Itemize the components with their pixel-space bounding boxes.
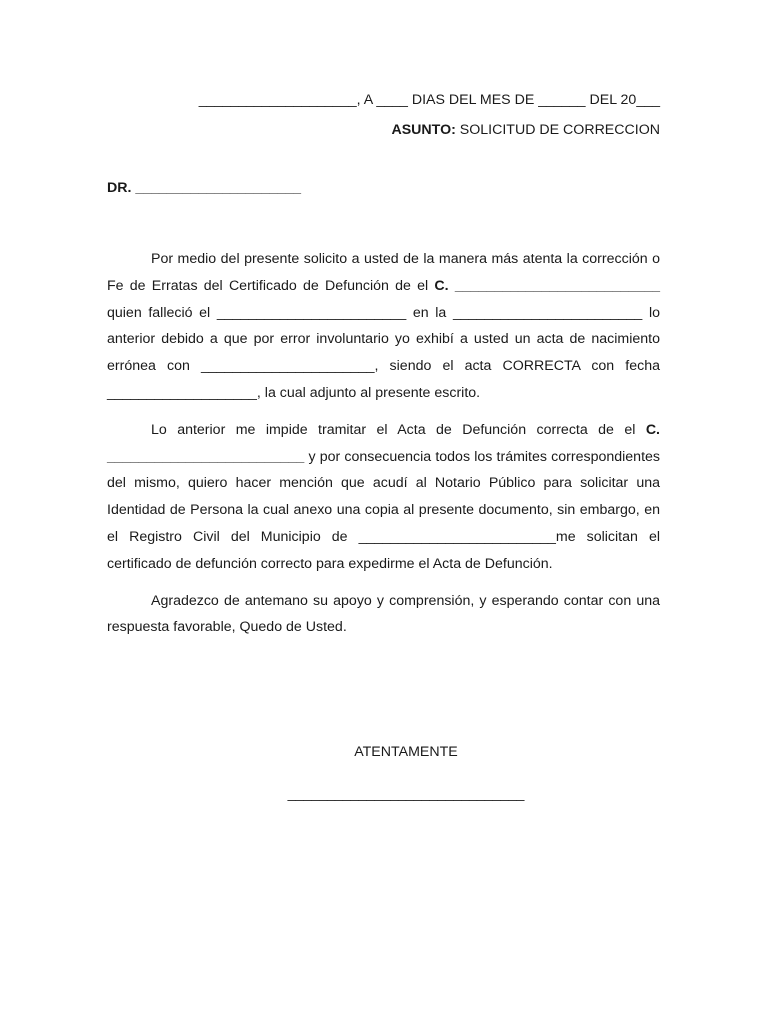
paragraph-request bbox=[107, 246, 660, 407]
signature-line: ______________________________ bbox=[287, 786, 525, 802]
deceased-name-field-1: C. __________________________ bbox=[434, 277, 660, 294]
paragraph-impediment bbox=[107, 417, 660, 578]
date-line: ____________________, A ____ DIAS DEL MES DE ______ DEL 20___ bbox=[198, 92, 660, 108]
paragraph-thanks: Agradezco de antemano su apoyo y comprensión, y esperando contar con una respuesta favorable, Quedo de Usted. bbox=[107, 592, 660, 636]
paragraph-impediment-text-2: y por consecuencia todos los trámites correspondientes del mismo, quiero hacer mención que acudí al Notario Público para solicitar una Identidad de Persona la cual anexo una copia al presente documento, sin embargo, en el Registro Civil del Municipio de _________________________me solicitan el certificado de defunción correcto para expedirme el Acta de Defunción. bbox=[107, 448, 660, 572]
paragraph-request-text-2: quien falleció el ________________________ en la ________________________ lo anterior debido a que por error involuntario yo exhibí a usted un acta de nacimiento errónea con ______________________, siendo el acta CORRECTA con fecha ___________________, la cual adjunto al presente escrito. bbox=[107, 304, 660, 401]
paragraph-impediment-text-1: Lo anterior me impide tramitar el Acta de Defunción correcta de el bbox=[151, 421, 646, 438]
letter-body bbox=[107, 246, 660, 651]
subject-text: SOLICITUD DE CORRECCION bbox=[455, 122, 660, 138]
subject-label: ASUNTO: bbox=[391, 122, 456, 138]
subject-line bbox=[107, 122, 660, 138]
addressee: DR. _____________________ bbox=[107, 180, 302, 196]
paragraph-request-text-1: Por medio del presente solicito a usted de la manera más atenta la corrección o Fe de Erratas del Certificado de Defunción de el bbox=[107, 251, 660, 294]
deceased-name-field-2: C. _________________________ bbox=[107, 421, 660, 465]
closing-atentamente: ATENTAMENTE bbox=[354, 744, 458, 760]
